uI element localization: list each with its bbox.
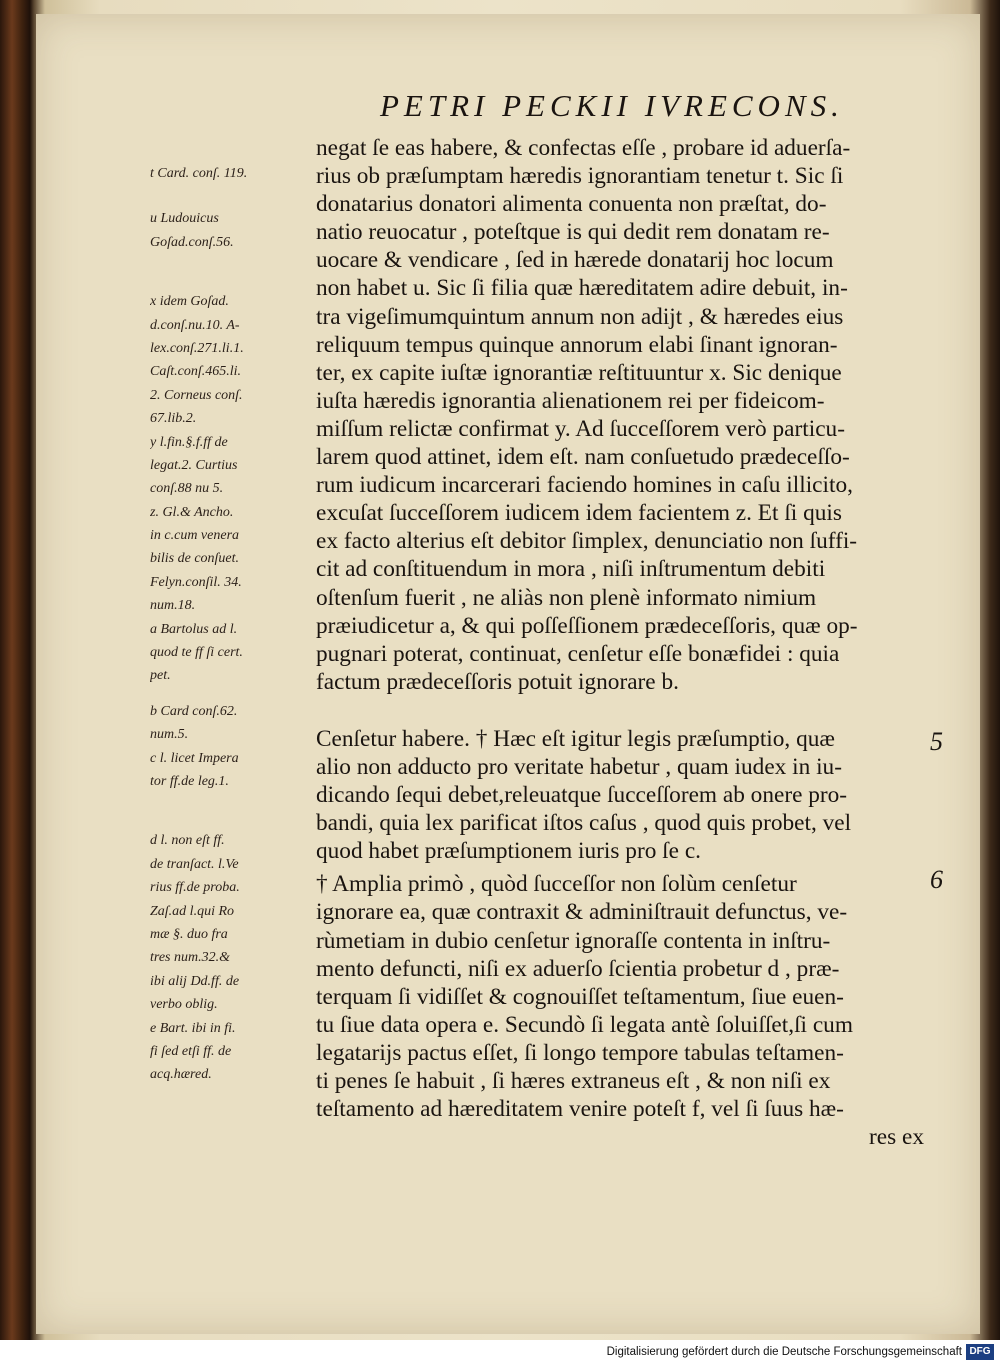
text-line: mento defuncti, niſi ex aduerſo ſcientia probetur d , præ-: [316, 955, 840, 982]
text-line: factum prædeceſſoris potuit ignorare b.: [316, 668, 679, 695]
text-line: † Amplia primò , quòd ſucceſſor non ſolùm cenſetur: [316, 871, 797, 898]
text-line: donatarius donatori alimenta conuenta non præſtat, do-: [316, 191, 827, 218]
text-line: ti penes ſe habuit , ſi hæres extraneus eſt , & non niſi ex: [316, 1068, 831, 1094]
text-line: alio non adducto pro veritate habetur , quam iudex in iu-: [316, 753, 842, 780]
text-line: tra vigeſimumquintum annum non adijt , & hæredes eius: [316, 303, 844, 330]
margin-note: pet.: [150, 668, 171, 684]
running-title: PETRI PECKII IVRECONS.: [380, 88, 844, 123]
text-line: reliquum tempus quinque annorum elabi ſinant ignoran-: [316, 331, 838, 358]
text-line: miſſum relictæ confirmat y. Ad ſucceſſorem verò particu-: [316, 415, 845, 442]
text-line: præiudicetur a, & qui poſſeſſionem prædeceſſoris, quæ op-: [316, 612, 858, 639]
margin-note: fi ſed etſi ff. de: [150, 1043, 232, 1059]
margin-note: mæ §. duo fra: [150, 926, 228, 942]
catchword: res ex: [869, 1124, 924, 1151]
body-text: [316, 134, 924, 1151]
margin-note: tres num.32.&: [150, 950, 230, 966]
text-line: Cenſetur habere. † Hæc eſt igitur legis præſumptio, quæ: [316, 725, 835, 752]
text-line: rùmetiam in dubio cenſetur ignoraſſe contenta in inſtru-: [316, 927, 831, 954]
margin-note: z. Gl.& Ancho.: [150, 504, 234, 520]
footer-credit: Digitalisierung gefördert durch die Deutsche Forschungsgemeinschaft: [606, 1346, 962, 1358]
text-line: cit ad conſtituendum in mora , niſi inſtrumentum debiti: [316, 556, 826, 583]
margin-note: conſ.88 nu 5.: [150, 481, 224, 497]
margin-note: num.5.: [150, 727, 189, 743]
margin-note: in c.cum venera: [150, 528, 240, 544]
margin-note: Goſad.conſ.56.: [150, 234, 234, 250]
text-line: pugnari poterat, continuat, cenſetur eſſe bonæfidei : quia: [316, 640, 840, 667]
text-line: terquam ſi vidiſſet & cognouiſſet teſtamentum, ſiue euen-: [316, 983, 844, 1010]
margin-note: t Card. conſ. 119.: [150, 166, 248, 181]
margin-note: a Bartolus ad l.: [150, 621, 238, 637]
text-line: larem quod attinet, idem eſt. nam conſuetudo prædeceſſo-: [316, 444, 850, 471]
margin-note: acq.hæred.: [150, 1067, 212, 1083]
margin-note: d.conſ.nu.10. A-: [150, 317, 240, 333]
footer-bar: [0, 1340, 1000, 1365]
text-line: oſtenſum fuerit , ne aliàs non plenè informato nimium: [316, 584, 817, 611]
text-line: uocare & vendicare , ſed in hærede donatarij hoc locum: [316, 247, 834, 274]
text-line: quod habet præſumptionem iuris pro ſe c.: [316, 838, 701, 865]
margin-note: verbo oblig.: [150, 997, 218, 1013]
margin-note: num.18.: [150, 598, 196, 614]
text-line: legatarijs pactus eſſet, ſi longo tempore tabulas teſtamen-: [316, 1039, 844, 1066]
margin-note: d l. non eſt ff.: [150, 833, 225, 849]
margin-note: Caſt.conſ.465.li.: [150, 364, 241, 380]
margin-note: legat.2. Curtius: [150, 457, 238, 473]
section-number: 6: [930, 865, 943, 894]
text-line: rum iudicum incarcerari faciendo homines in caſu illicito,: [316, 472, 853, 499]
text-line: ignorare ea, quæ contraxit & adminiſtrauit defunctus, ve-: [316, 899, 848, 926]
margin-note: y l.fin.§.f.ff de: [150, 434, 228, 450]
margin-note: x idem Goſad.: [150, 294, 229, 310]
margin-note: de tranſact. l.Ve: [150, 856, 239, 872]
margin-note: quod te ff ſi cert.: [150, 645, 243, 661]
margin-note: c l. licet Impera: [150, 750, 239, 766]
dfg-logo: DFG: [966, 1344, 994, 1360]
text-line: iuſta hæredis ignorantia alienationem rei per fideicom-: [316, 387, 825, 414]
text-line: ex facto alterius eſt debitor ſimplex, denunciatio non ſuffi-: [316, 528, 858, 555]
text-line: non habet u. Sic ſi filia quæ hæreditatem adire debuit, in-: [316, 275, 848, 302]
margin-note: ibi alij Dd.ff. de: [150, 973, 240, 989]
margin-note: 2. Corneus conſ.: [150, 387, 243, 403]
text-line: natio reuocatur , poteſtque is qui dedit rem donatam re-: [316, 219, 830, 246]
text-line: tu ſiue data opera e. Secundò ſi legata antè ſoluiſſet,ſi cum: [316, 1011, 853, 1038]
margin-notes: [150, 162, 320, 1087]
margin-note: bilis de conſuet.: [150, 551, 240, 567]
text-line: dicando ſequi debet,releuatque ſucceſſorem ab onere pro-: [316, 782, 848, 809]
margin-note: Zaſ.ad l.qui Ro: [150, 903, 235, 919]
text-line: ter, ex capite iuſtæ ignorantiæ reſtituuntur x. Sic denique: [316, 359, 842, 386]
margin-note: u Ludouicus: [150, 211, 219, 227]
margin-note: rius ff.de proba.: [150, 880, 240, 896]
margin-note: tor ff.de leg.1.: [150, 773, 229, 789]
text-line: negat ſe eas habere, & confectas eſſe , probare id aduerſa-: [316, 135, 851, 161]
margin-note: Felyn.conſil. 34.: [150, 574, 242, 590]
text-line: teſtamento ad hæreditatem venire poteſt f, vel ſi ſuus hæ-: [316, 1096, 844, 1123]
section-number: 5: [930, 727, 943, 756]
text-line: bandi, quia lex parificat iſtos caſus , quod quis probet, vel: [316, 810, 852, 837]
text-line: excuſat ſucceſſorem iudicem idem facientem z. Et ſi quis: [316, 500, 842, 527]
margin-note: e Bart. ibi in fi.: [150, 1020, 236, 1036]
margin-note: 67.lib.2.: [150, 411, 197, 427]
margin-note: b Card conſ.62.: [150, 703, 238, 719]
margin-note: lex.conſ.271.li.1.: [150, 340, 244, 356]
text-line: rius ob præſumptam hæredis ignorantiam tenetur t. Sic ſi: [316, 163, 844, 190]
